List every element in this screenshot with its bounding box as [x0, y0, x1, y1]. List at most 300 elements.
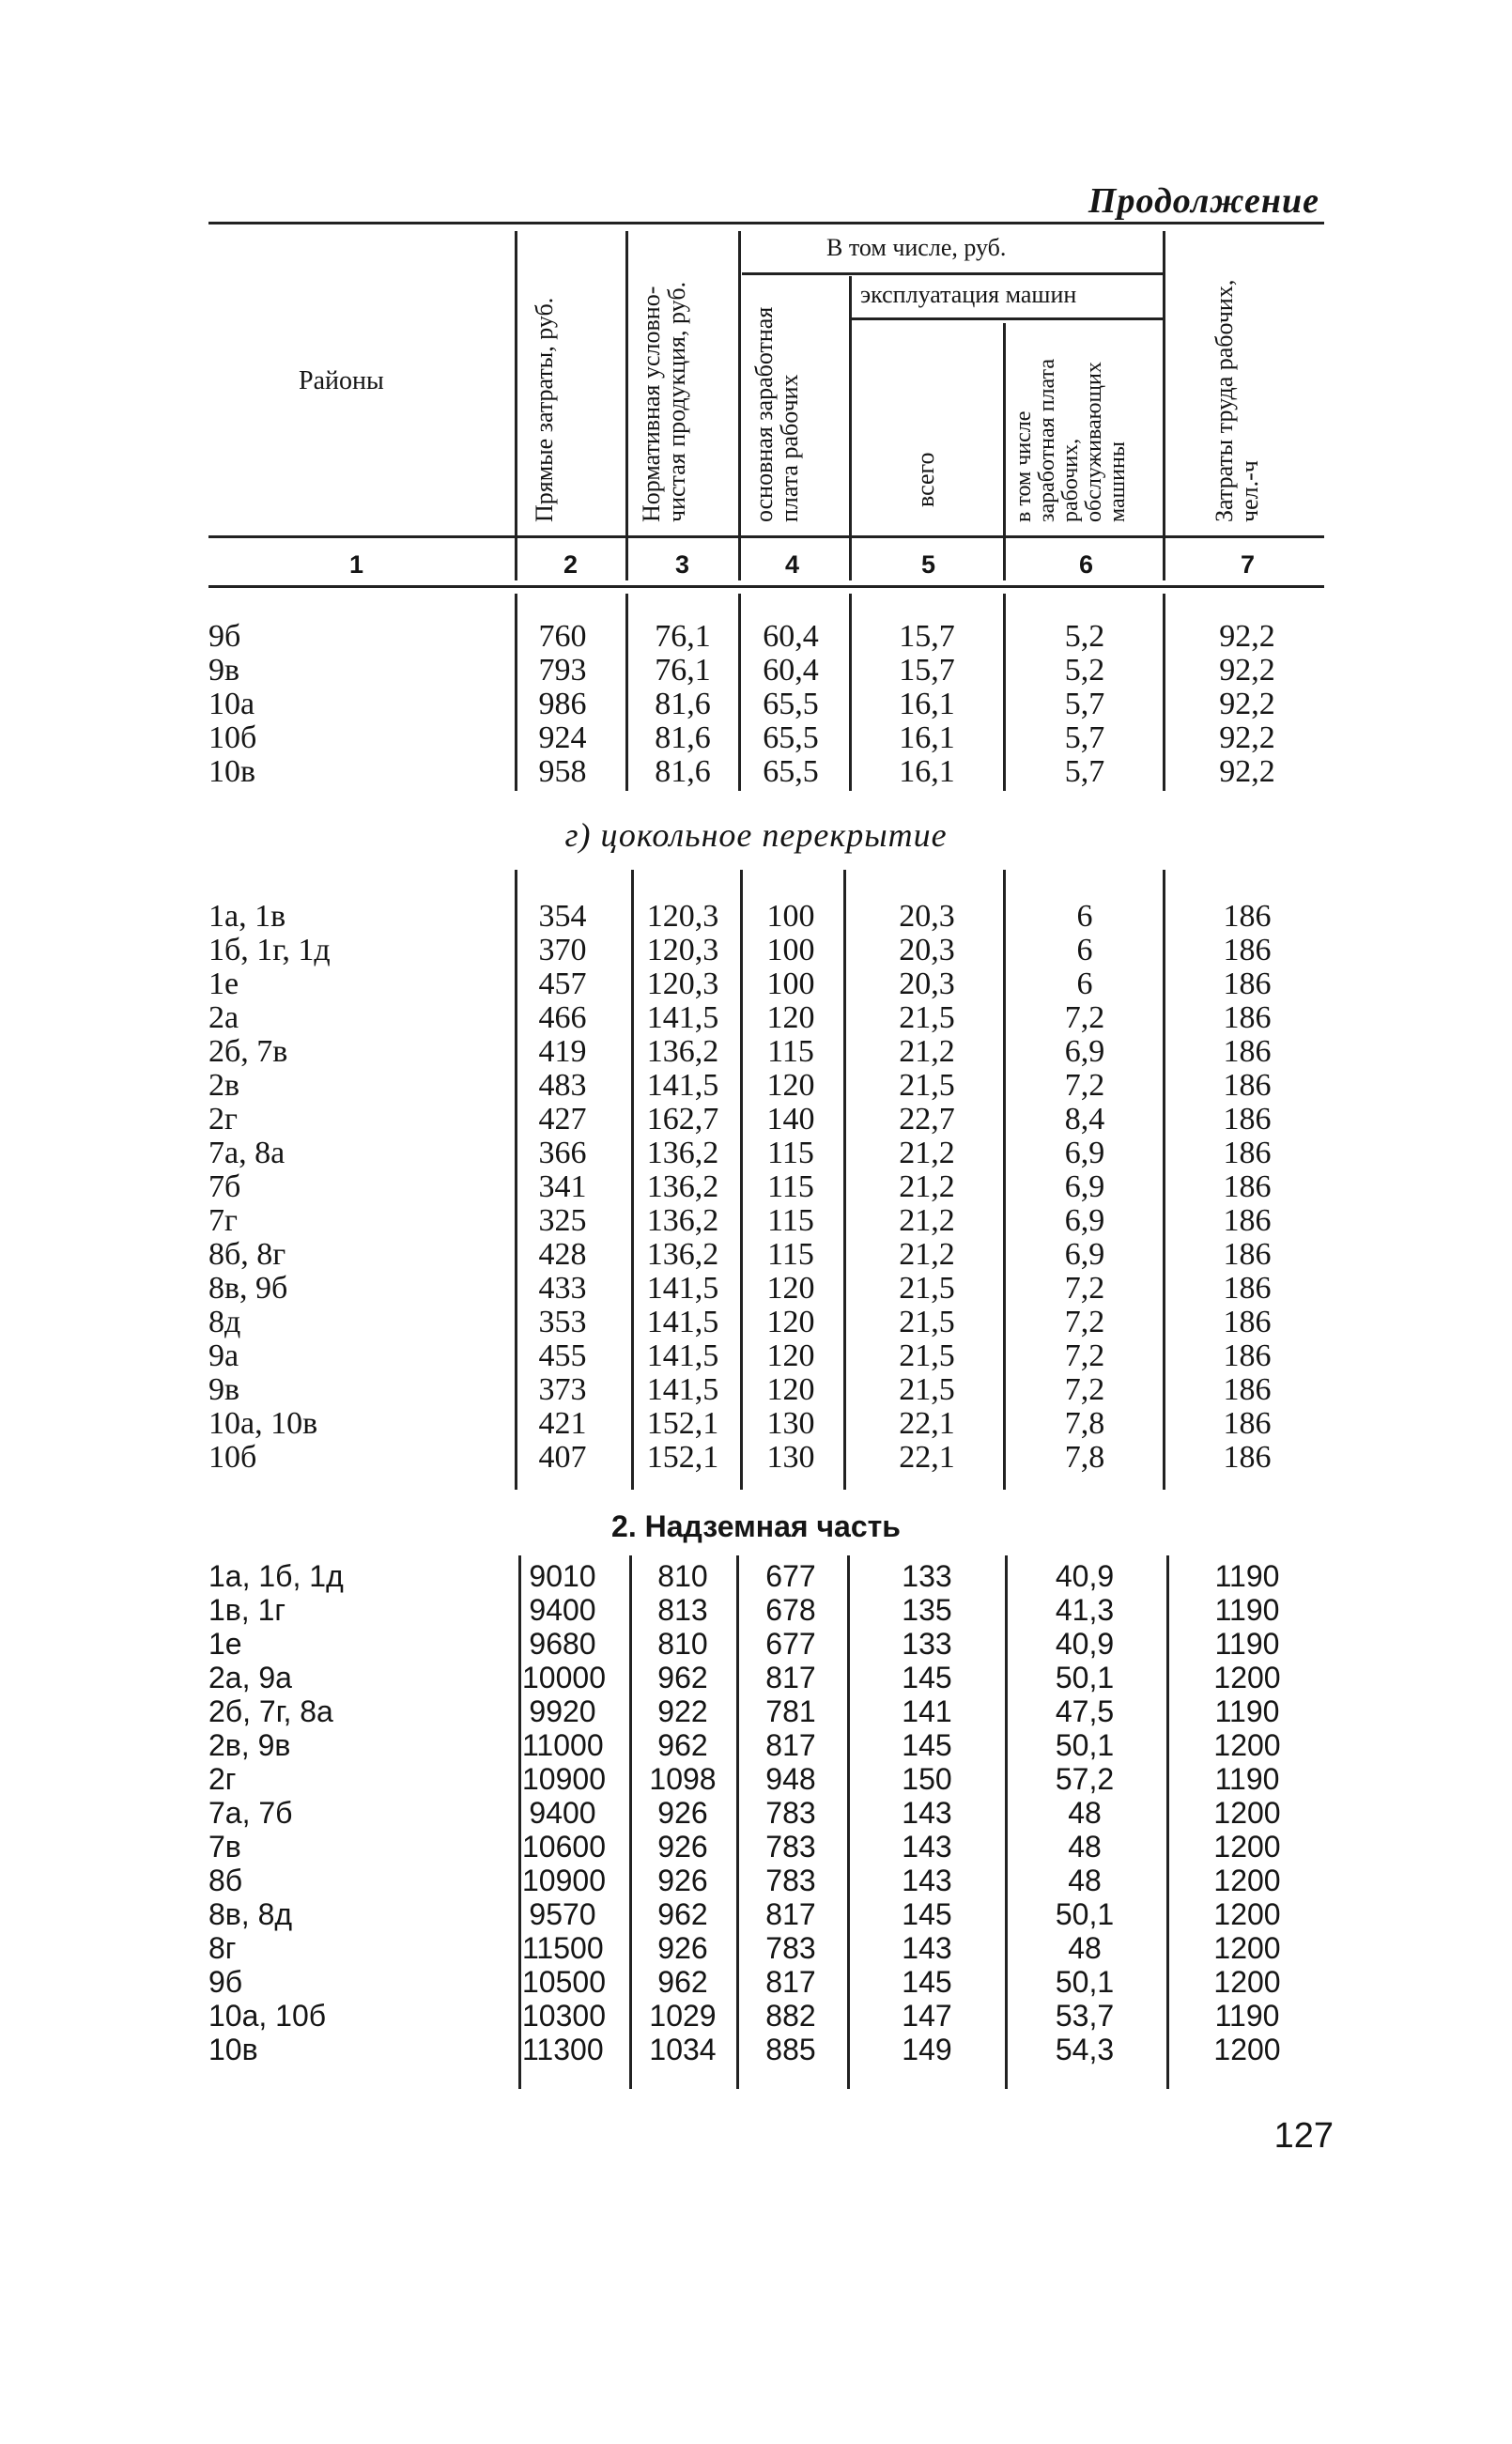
- value-cell: 483: [538, 1068, 587, 1103]
- value-cell: 100: [766, 899, 815, 934]
- value-cell: 325: [538, 1203, 587, 1238]
- district-cell: 9б: [208, 1965, 243, 1999]
- district-cell: 9в: [208, 653, 240, 688]
- value-cell: 133: [902, 1559, 952, 1593]
- value-cell: 419: [538, 1034, 587, 1069]
- value-cell: 22,1: [899, 1440, 955, 1475]
- value-cell: 810: [657, 1627, 708, 1661]
- value-cell: 120,3: [646, 933, 719, 967]
- table-row: [0, 1069, 1512, 1103]
- value-cell: 136,2: [646, 1237, 719, 1272]
- value-cell: 65,5: [763, 754, 819, 789]
- header-base-wages: основная заработная плата рабочих: [750, 306, 803, 522]
- header-col-divider: [625, 231, 628, 580]
- value-cell: 65,5: [763, 720, 819, 755]
- value-cell: 783: [765, 1864, 816, 1897]
- value-cell: 962: [657, 1728, 708, 1762]
- value-cell: 186: [1223, 1034, 1272, 1069]
- value-cell: 1190: [1214, 1762, 1280, 1796]
- value-cell: 817: [765, 1897, 816, 1931]
- value-cell: 1200: [1213, 1661, 1281, 1694]
- value-cell: 115: [767, 1169, 814, 1204]
- value-cell: 120: [766, 1068, 815, 1103]
- value-cell: 15,7: [899, 653, 955, 688]
- value-cell: 11500: [522, 1931, 604, 1965]
- value-cell: 21,2: [899, 1034, 955, 1069]
- value-cell: 152,1: [646, 1406, 719, 1441]
- value-cell: 92,2: [1219, 754, 1275, 789]
- value-cell: 926: [657, 1864, 708, 1897]
- value-cell: 7,8: [1064, 1440, 1105, 1475]
- value-cell: 781: [765, 1694, 816, 1728]
- district-cell: 8г: [208, 1931, 237, 1965]
- table-row: [0, 1931, 1512, 1965]
- value-cell: 962: [657, 1661, 708, 1694]
- table-row: [0, 1694, 1512, 1728]
- value-cell: 986: [538, 687, 587, 721]
- district-cell: 10а, 10в: [208, 1406, 318, 1441]
- value-cell: 5,2: [1064, 653, 1105, 688]
- value-cell: 120: [766, 1338, 815, 1373]
- table-row: [0, 1999, 1512, 2033]
- value-cell: 1034: [649, 2033, 717, 2066]
- header-subgroup: эксплуатация машин: [860, 281, 1077, 308]
- value-cell: 186: [1223, 1136, 1272, 1170]
- value-cell: 10300: [522, 1999, 606, 2033]
- value-cell: 948: [765, 1762, 816, 1796]
- district-cell: 8в, 9б: [208, 1271, 288, 1306]
- value-cell: 186: [1223, 1338, 1272, 1373]
- table-row: [0, 1830, 1512, 1864]
- value-cell: 20,3: [899, 899, 955, 934]
- district-cell: 10в: [208, 2033, 258, 2066]
- value-cell: 10000: [522, 1661, 606, 1694]
- value-cell: 810: [657, 1559, 708, 1593]
- value-cell: 21,5: [899, 1305, 955, 1339]
- value-cell: 136,2: [646, 1203, 719, 1238]
- value-cell: 186: [1223, 1406, 1272, 1441]
- district-cell: 8б, 8г: [208, 1237, 286, 1272]
- header-total: всего: [912, 452, 939, 507]
- value-cell: 21,2: [899, 1237, 955, 1272]
- value-cell: 341: [538, 1169, 587, 1204]
- value-cell: 53,7: [1055, 1999, 1115, 2033]
- district-cell: 7а, 8а: [208, 1136, 285, 1170]
- section-title-aboveground: 2. Надземная часть: [611, 1509, 901, 1543]
- district-cell: 2г: [208, 1102, 238, 1137]
- district-cell: 10б: [208, 1440, 257, 1475]
- value-cell: 141,5: [646, 1271, 719, 1306]
- column-number: 4: [785, 550, 800, 579]
- value-cell: 141,5: [646, 1338, 719, 1373]
- value-cell: 354: [538, 899, 587, 934]
- value-cell: 1190: [1214, 1593, 1280, 1627]
- value-cell: 54,3: [1055, 2033, 1115, 2066]
- header-col-divider: [738, 231, 741, 580]
- value-cell: 92,2: [1219, 653, 1275, 688]
- value-cell: 817: [765, 1661, 816, 1694]
- header-districts: Районы: [299, 366, 384, 395]
- value-cell: 5,7: [1064, 720, 1105, 755]
- value-cell: 21,5: [899, 1338, 955, 1373]
- value-cell: 120,3: [646, 967, 719, 1001]
- value-cell: 47,5: [1055, 1694, 1115, 1728]
- value-cell: 143: [902, 1796, 952, 1830]
- table-row: [0, 2033, 1512, 2066]
- table-row: [0, 1728, 1512, 1762]
- value-cell: 186: [1223, 1305, 1272, 1339]
- table-row: [0, 1593, 1512, 1627]
- value-cell: 1200: [1213, 1864, 1281, 1897]
- value-cell: 48: [1068, 1931, 1102, 1965]
- value-cell: 50,1: [1055, 1897, 1115, 1931]
- value-cell: 115: [767, 1237, 814, 1272]
- value-cell: 353: [538, 1305, 587, 1339]
- value-cell: 10900: [522, 1762, 606, 1796]
- value-cell: 135: [902, 1593, 952, 1627]
- value-cell: 7,2: [1064, 1271, 1105, 1306]
- colnum-bottom-rule: [208, 585, 1324, 588]
- table-row: [0, 1965, 1512, 1999]
- value-cell: 120: [766, 1000, 815, 1035]
- value-cell: 186: [1223, 1237, 1272, 1272]
- value-cell: 50,1: [1055, 1965, 1115, 1999]
- value-cell: 817: [765, 1728, 816, 1762]
- value-cell: 16,1: [899, 754, 955, 789]
- value-cell: 1200: [1213, 1931, 1281, 1965]
- value-cell: 136,2: [646, 1034, 719, 1069]
- table-row: [0, 1864, 1512, 1897]
- value-cell: 100: [766, 933, 815, 967]
- table-row: [0, 1001, 1512, 1035]
- value-cell: 962: [657, 1965, 708, 1999]
- value-cell: 783: [765, 1830, 816, 1864]
- value-cell: 6,9: [1064, 1237, 1105, 1272]
- table-row: [0, 654, 1512, 688]
- value-cell: 370: [538, 933, 587, 967]
- table-row: [0, 967, 1512, 1001]
- value-cell: 60,4: [763, 653, 819, 688]
- value-cell: 21,2: [899, 1169, 955, 1204]
- value-cell: 40,9: [1055, 1627, 1115, 1661]
- district-cell: 9в: [208, 1372, 240, 1407]
- value-cell: 145: [902, 1661, 952, 1694]
- value-cell: 6: [1076, 933, 1093, 967]
- value-cell: 760: [538, 619, 587, 654]
- value-cell: 186: [1223, 1203, 1272, 1238]
- table-row: [0, 934, 1512, 967]
- value-cell: 1200: [1213, 2033, 1281, 2066]
- group-rule: [742, 272, 1163, 275]
- value-cell: 141: [902, 1694, 952, 1728]
- table-row: [0, 1897, 1512, 1931]
- page-number: 127: [1273, 2116, 1334, 2156]
- value-cell: 186: [1223, 967, 1272, 1001]
- value-cell: 6,9: [1064, 1203, 1105, 1238]
- district-cell: 7в: [208, 1830, 241, 1864]
- value-cell: 8,4: [1064, 1102, 1105, 1137]
- value-cell: 143: [902, 1864, 952, 1897]
- table-row: [0, 688, 1512, 721]
- value-cell: 1190: [1214, 1694, 1280, 1728]
- value-cell: 186: [1223, 1102, 1272, 1137]
- column-number: 3: [675, 550, 690, 579]
- value-cell: 92,2: [1219, 720, 1275, 755]
- value-cell: 48: [1068, 1830, 1102, 1864]
- value-cell: 5,7: [1064, 687, 1105, 721]
- value-cell: 9570: [529, 1897, 596, 1931]
- value-cell: 15,7: [899, 619, 955, 654]
- value-cell: 433: [538, 1271, 587, 1306]
- value-cell: 21,5: [899, 1000, 955, 1035]
- table-row: [0, 1170, 1512, 1204]
- value-cell: 76,1: [655, 619, 711, 654]
- value-cell: 143: [902, 1931, 952, 1965]
- value-cell: 48: [1068, 1864, 1102, 1897]
- value-cell: 6: [1076, 899, 1093, 934]
- value-cell: 81,6: [655, 720, 711, 755]
- value-cell: 1029: [649, 1999, 717, 2033]
- value-cell: 407: [538, 1440, 587, 1475]
- header-col-divider: [515, 231, 517, 580]
- value-cell: 5,7: [1064, 754, 1105, 789]
- value-cell: 783: [765, 1931, 816, 1965]
- value-cell: 962: [657, 1897, 708, 1931]
- value-cell: 130: [766, 1406, 815, 1441]
- district-cell: 1в, 1г: [208, 1593, 286, 1627]
- table-row: [0, 1627, 1512, 1661]
- table-row: [0, 1441, 1512, 1475]
- value-cell: 783: [765, 1796, 816, 1830]
- district-cell: 2а, 9а: [208, 1661, 292, 1694]
- value-cell: 813: [657, 1593, 708, 1627]
- value-cell: 140: [766, 1102, 815, 1137]
- continuation-label: Продолжение: [1088, 181, 1319, 221]
- value-cell: 9010: [529, 1559, 596, 1593]
- value-cell: 455: [538, 1338, 587, 1373]
- district-cell: 1а, 1в: [208, 899, 286, 934]
- table-row: [0, 900, 1512, 934]
- value-cell: 924: [538, 720, 587, 755]
- value-cell: 145: [902, 1728, 952, 1762]
- value-cell: 7,2: [1064, 1305, 1105, 1339]
- district-cell: 2б, 7в: [208, 1034, 288, 1069]
- table-row: [0, 1339, 1512, 1373]
- value-cell: 817: [765, 1965, 816, 1999]
- header-group: В том числе, руб.: [826, 234, 1007, 261]
- value-cell: 678: [765, 1593, 816, 1627]
- value-cell: 147: [902, 1999, 952, 2033]
- district-cell: 2в, 9в: [208, 1728, 291, 1762]
- value-cell: 9400: [529, 1796, 596, 1830]
- district-cell: 7а, 7б: [208, 1796, 293, 1830]
- value-cell: 1190: [1214, 1999, 1280, 2033]
- value-cell: 22,7: [899, 1102, 955, 1137]
- value-cell: 120: [766, 1372, 815, 1407]
- value-cell: 76,1: [655, 653, 711, 688]
- value-cell: 1200: [1213, 1965, 1281, 1999]
- table-row: [0, 1762, 1512, 1796]
- value-cell: 81,6: [655, 754, 711, 789]
- district-cell: 9б: [208, 619, 241, 654]
- value-cell: 92,2: [1219, 619, 1275, 654]
- subgroup-rule: [851, 317, 1163, 320]
- district-cell: 1б, 1г, 1д: [208, 933, 331, 967]
- value-cell: 141,5: [646, 1305, 719, 1339]
- value-cell: 145: [902, 1965, 952, 1999]
- value-cell: 60,4: [763, 619, 819, 654]
- value-cell: 120: [766, 1305, 815, 1339]
- value-cell: 366: [538, 1136, 587, 1170]
- value-cell: 162,7: [646, 1102, 719, 1137]
- value-cell: 120,3: [646, 899, 719, 934]
- value-cell: 149: [902, 2033, 952, 2066]
- value-cell: 6,9: [1064, 1169, 1105, 1204]
- table-row: [0, 1035, 1512, 1069]
- value-cell: 922: [657, 1694, 708, 1728]
- district-cell: 2б, 7г, 8а: [208, 1694, 333, 1728]
- value-cell: 152,1: [646, 1440, 719, 1475]
- value-cell: 20,3: [899, 933, 955, 967]
- value-cell: 677: [765, 1559, 816, 1593]
- value-cell: 130: [766, 1440, 815, 1475]
- value-cell: 466: [538, 1000, 587, 1035]
- value-cell: 186: [1223, 1372, 1272, 1407]
- district-cell: 8в, 8д: [208, 1897, 293, 1931]
- value-cell: 57,2: [1055, 1762, 1115, 1796]
- column-number: 5: [921, 550, 936, 579]
- district-cell: 8б: [208, 1864, 243, 1897]
- value-cell: 9680: [529, 1627, 596, 1661]
- value-cell: 150: [902, 1762, 952, 1796]
- district-cell: 10в: [208, 754, 256, 789]
- value-cell: 133: [902, 1627, 952, 1661]
- value-cell: 186: [1223, 1271, 1272, 1306]
- value-cell: 373: [538, 1372, 587, 1407]
- table-row: [0, 755, 1512, 789]
- value-cell: 1098: [649, 1762, 717, 1796]
- value-cell: 885: [765, 2033, 816, 2066]
- value-cell: 7,2: [1064, 1338, 1105, 1373]
- district-cell: 1е: [208, 967, 239, 1001]
- column-number: 6: [1079, 550, 1094, 579]
- value-cell: 1200: [1213, 1897, 1281, 1931]
- value-cell: 65,5: [763, 687, 819, 721]
- table-row: [0, 721, 1512, 755]
- table-row: [0, 1272, 1512, 1306]
- value-cell: 793: [538, 653, 587, 688]
- value-cell: 421: [538, 1406, 587, 1441]
- value-cell: 41,3: [1055, 1593, 1115, 1627]
- district-cell: 1е: [208, 1627, 242, 1661]
- column-number: 2: [563, 550, 579, 579]
- header-col-divider: [1163, 231, 1165, 580]
- district-cell: 9а: [208, 1338, 239, 1373]
- header-col-divider: [1003, 323, 1006, 580]
- value-cell: 882: [765, 1999, 816, 2033]
- value-cell: 186: [1223, 899, 1272, 934]
- value-cell: 926: [657, 1830, 708, 1864]
- value-cell: 141,5: [646, 1372, 719, 1407]
- header-machine-wages: в том числе заработная плата рабочих, обслуживающих машины: [1011, 359, 1130, 522]
- table-row: [0, 1373, 1512, 1407]
- value-cell: 1190: [1214, 1627, 1280, 1661]
- table-row: [0, 1559, 1512, 1593]
- value-cell: 115: [767, 1034, 814, 1069]
- value-cell: 6: [1076, 967, 1093, 1001]
- district-cell: 7б: [208, 1169, 241, 1204]
- value-cell: 9920: [529, 1694, 596, 1728]
- value-cell: 186: [1223, 933, 1272, 967]
- value-cell: 141,5: [646, 1068, 719, 1103]
- table-row: [0, 1796, 1512, 1830]
- table-row: [0, 1204, 1512, 1238]
- value-cell: 1200: [1213, 1728, 1281, 1762]
- table-row: [0, 620, 1512, 654]
- value-cell: 1200: [1213, 1830, 1281, 1864]
- district-cell: 10б: [208, 720, 257, 755]
- value-cell: 11300: [522, 2033, 604, 2066]
- column-number: 1: [349, 550, 364, 579]
- value-cell: 115: [767, 1136, 814, 1170]
- value-cell: 81,6: [655, 687, 711, 721]
- value-cell: 7,2: [1064, 1068, 1105, 1103]
- value-cell: 10600: [522, 1830, 606, 1864]
- value-cell: 427: [538, 1102, 587, 1137]
- value-cell: 186: [1223, 1440, 1272, 1475]
- value-cell: 145: [902, 1897, 952, 1931]
- value-cell: 7,8: [1064, 1406, 1105, 1441]
- value-cell: 6,9: [1064, 1136, 1105, 1170]
- value-cell: 7,2: [1064, 1372, 1105, 1407]
- value-cell: 48: [1068, 1796, 1102, 1830]
- value-cell: 9400: [529, 1593, 596, 1627]
- district-cell: 10а: [208, 687, 255, 721]
- value-cell: 143: [902, 1830, 952, 1864]
- value-cell: 1200: [1213, 1796, 1281, 1830]
- value-cell: 22,1: [899, 1406, 955, 1441]
- value-cell: 40,9: [1055, 1559, 1115, 1593]
- value-cell: 92,2: [1219, 687, 1275, 721]
- value-cell: 21,5: [899, 1068, 955, 1103]
- value-cell: 20,3: [899, 967, 955, 1001]
- district-cell: 7г: [208, 1203, 238, 1238]
- value-cell: 186: [1223, 1169, 1272, 1204]
- table-row: [0, 1137, 1512, 1170]
- value-cell: 7,2: [1064, 1000, 1105, 1035]
- district-cell: 1а, 1б, 1д: [208, 1559, 344, 1593]
- table-row: [0, 1661, 1512, 1694]
- district-cell: 8д: [208, 1305, 241, 1339]
- value-cell: 21,5: [899, 1372, 955, 1407]
- value-cell: 6,9: [1064, 1034, 1105, 1069]
- value-cell: 677: [765, 1627, 816, 1661]
- value-cell: 926: [657, 1931, 708, 1965]
- value-cell: 1190: [1214, 1559, 1280, 1593]
- value-cell: 958: [538, 754, 587, 789]
- header-labor-costs: Затраты труда рабочих, чел.-ч: [1211, 279, 1263, 522]
- value-cell: 5,2: [1064, 619, 1105, 654]
- value-cell: 21,2: [899, 1203, 955, 1238]
- value-cell: 457: [538, 967, 587, 1001]
- value-cell: 115: [767, 1203, 814, 1238]
- table-row: [0, 1407, 1512, 1441]
- table-row: [0, 1238, 1512, 1272]
- district-cell: 2г: [208, 1762, 237, 1796]
- value-cell: 50,1: [1055, 1728, 1115, 1762]
- header-bottom-rule: [208, 535, 1324, 538]
- value-cell: 136,2: [646, 1169, 719, 1204]
